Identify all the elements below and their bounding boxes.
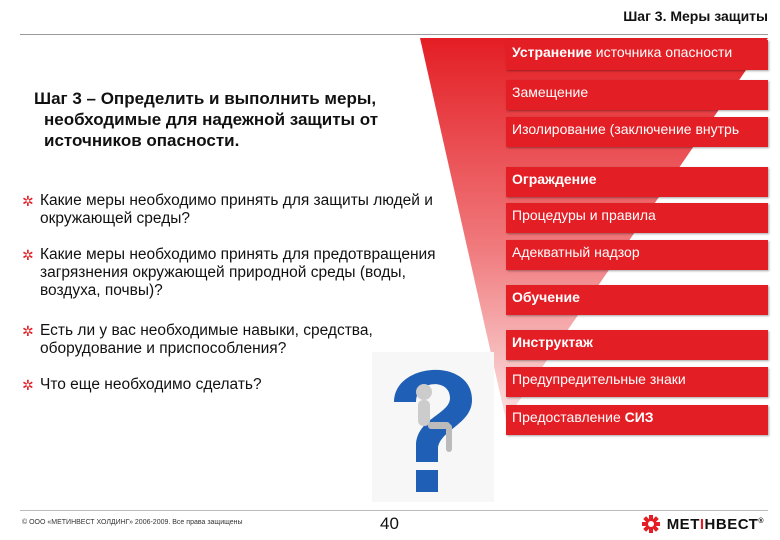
- measure-fencing: Ограждение: [506, 167, 768, 197]
- logo-text: МЕТIНВЕСТ®: [666, 515, 764, 533]
- heading-line-1: Шаг 3 – Определить и выполнить меры,: [34, 89, 377, 108]
- page-number: 40: [380, 514, 399, 533]
- question-item: ✲ Какие меры необходимо принять для предотвращения загрязнения окружающей природной среды (воды, воздуха, почвы)?: [22, 246, 436, 299]
- gear-icon: ✲: [22, 193, 34, 209]
- question-item: ✲ Есть ли у вас необходимые навыки, средства, оборудование и приспособления?: [22, 322, 373, 357]
- logo-gear-icon: [641, 514, 661, 534]
- measure-supervision: Адекватный надзор: [506, 240, 768, 270]
- question-item: ✲ Какие меры необходимо принять для защиты людей и окружающей среды?: [22, 192, 433, 227]
- heading-line-3: источников опасности.: [44, 131, 240, 150]
- measure-warning-signs: Предупредительные знаки: [506, 367, 768, 397]
- step-heading: [34, 88, 454, 151]
- question-item: ✲ Что еще необходимо сделать?: [22, 376, 262, 393]
- measure-substitution: Замещение: [506, 80, 768, 110]
- measure-isolation: Изолирование (заключение внутрь: [506, 117, 768, 147]
- measure-procedures: Процедуры и правила: [506, 203, 768, 233]
- question-mark-figure: [372, 352, 494, 502]
- copyright-text: © ООО «МЕТИНВЕСТ ХОЛДИНГ» 2006-2009. Все права защищены: [22, 519, 243, 526]
- measure-training: Обучение: [506, 285, 768, 315]
- gear-icon: ✲: [22, 377, 34, 393]
- footer-divider: [20, 510, 768, 511]
- heading-line-2: необходимые для надежной защиты от: [44, 110, 379, 129]
- gear-icon: ✲: [22, 247, 34, 263]
- gear-icon: ✲: [22, 323, 34, 339]
- measure-ppe: Предоставление СИЗ: [506, 405, 768, 435]
- measure-briefing: Инструктаж: [506, 330, 768, 360]
- slide-title: Шаг 3. Меры защиты: [623, 8, 768, 24]
- measure-elimination: Устранение источника опасности: [506, 40, 768, 70]
- header-divider: [20, 34, 768, 35]
- company-logo: [641, 514, 764, 534]
